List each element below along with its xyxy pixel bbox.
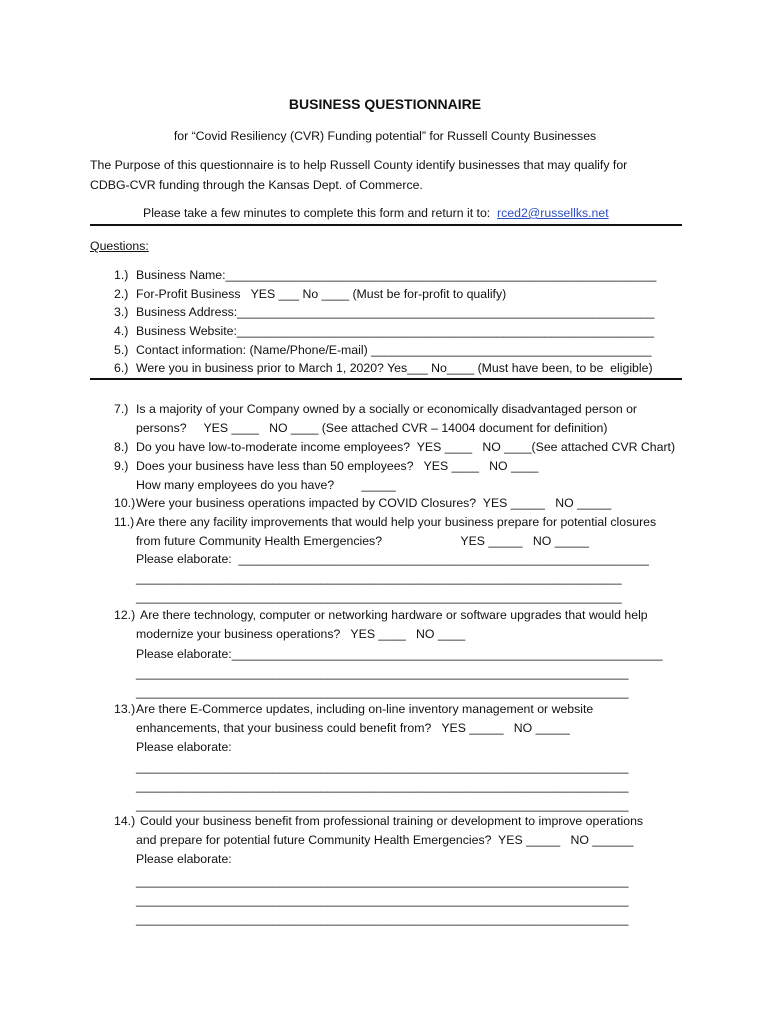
q2-for-profit-field[interactable]: For-Profit Business YES ___ No ____ (Must be for-profit to qualify) bbox=[136, 287, 507, 301]
q11-number: 11.) bbox=[114, 515, 135, 529]
q7-question-line1: Is a majority of your Company owned by a socially or economically disadvantaged person or bbox=[136, 402, 638, 416]
document-subtitle: for “Covid Resiliency (CVR) Funding potential” for Russell County Businesses bbox=[173, 129, 597, 143]
q3-number: 3.) bbox=[114, 305, 129, 319]
q3-business-address-field[interactable]: Business Address:_____________________________________________________________ bbox=[136, 305, 655, 319]
q14-blank-line[interactable]: ________________________________________________________________________ bbox=[136, 912, 629, 926]
q10-answer-line[interactable]: Were your business operations impacted by COVID Closures? YES _____ NO _____ bbox=[136, 496, 612, 510]
q12-number: 12.) bbox=[114, 608, 136, 622]
q8-number: 8.) bbox=[114, 440, 129, 454]
q9-number: 9.) bbox=[114, 459, 129, 473]
q11-question-line1: Are there any facility improvements that would help your business prepare for potential closures bbox=[136, 515, 657, 529]
q12-elaborate-field[interactable]: Please elaborate:_______________________________________________________________ bbox=[136, 647, 663, 661]
q13-number: 13.) bbox=[114, 702, 136, 716]
q9-answer-line[interactable]: Does your business have less than 50 employees? YES ____ NO ____ bbox=[136, 459, 539, 473]
q13-blank-line[interactable]: ________________________________________________________________________ bbox=[136, 798, 629, 812]
q11-elaborate-field[interactable]: Please elaborate: ____________________________________________________________ bbox=[136, 552, 649, 566]
q11-answer-line[interactable]: from future Community Health Emergencies? YES _____ NO _____ bbox=[136, 534, 589, 548]
q6-number: 6.) bbox=[114, 361, 129, 375]
return-text: Please take a few minutes to complete this form and return it to: bbox=[143, 206, 498, 220]
top-divider bbox=[90, 224, 682, 226]
q8-answer-line[interactable]: Do you have low-to-moderate income employees? YES ____ NO ____(See attached CVR Chart) bbox=[136, 440, 676, 454]
q12-answer-line[interactable]: modernize your business operations? YES ____ NO ____ bbox=[136, 627, 466, 641]
q11-blank-line[interactable]: _______________________________________________________________________ bbox=[136, 571, 622, 585]
q13-blank-line[interactable]: ________________________________________________________________________ bbox=[136, 760, 629, 774]
q4-number: 4.) bbox=[114, 324, 129, 338]
q10-number: 10.) bbox=[114, 496, 136, 510]
q7-number: 7.) bbox=[114, 402, 129, 416]
q11-blank-line[interactable]: _______________________________________________________________________ bbox=[136, 590, 622, 604]
return-instructions bbox=[143, 205, 609, 221]
q5-number: 5.) bbox=[114, 343, 129, 357]
q13-answer-line[interactable]: enhancements, that your business could benefit from? YES _____ NO _____ bbox=[136, 721, 570, 735]
purpose-line-1: The Purpose of this questionnaire is to help Russell County identify businesses that may qualify for bbox=[90, 158, 628, 172]
q14-question-line1: Could your business benefit from professional training or development to improve operations bbox=[140, 814, 644, 828]
q13-blank-line[interactable]: ________________________________________________________________________ bbox=[136, 779, 629, 793]
q9-employee-count-field[interactable]: How many employees do you have? _____ bbox=[136, 478, 396, 492]
document-title: BUSINESS QUESTIONNAIRE bbox=[288, 96, 482, 112]
q1-business-name-field[interactable]: Business Name:_______________________________________________________________ bbox=[136, 268, 657, 282]
purpose-line-2: CDBG-CVR funding through the Kansas Dept. of Commerce. bbox=[90, 178, 423, 192]
q12-question-line1: Are there technology, computer or networking hardware or software upgrades that would help bbox=[140, 608, 648, 622]
q7-answer-line[interactable]: persons? YES ____ NO ____ (See attached CVR – 14004 document for definition) bbox=[136, 421, 608, 435]
q14-number: 14.) bbox=[114, 814, 136, 828]
q14-elaborate-label: Please elaborate: bbox=[136, 852, 232, 866]
q1-number: 1.) bbox=[114, 268, 129, 282]
middle-divider bbox=[90, 378, 682, 380]
q14-blank-line[interactable]: ________________________________________________________________________ bbox=[136, 893, 629, 907]
q14-blank-line[interactable]: ________________________________________________________________________ bbox=[136, 874, 629, 888]
q6-prior-business-field[interactable]: Were you in business prior to March 1, 2020? Yes___ No____ (Must have been, to be eligible) bbox=[136, 361, 653, 375]
q4-business-website-field[interactable]: Business Website:_____________________________________________________________ bbox=[136, 324, 655, 338]
q14-answer-line[interactable]: and prepare for potential future Community Health Emergencies? YES _____ NO ______ bbox=[136, 833, 634, 847]
q12-blank-line[interactable]: ________________________________________________________________________ bbox=[136, 685, 629, 699]
questions-heading: Questions: bbox=[90, 239, 149, 253]
q2-number: 2.) bbox=[114, 287, 129, 301]
q13-elaborate-label: Please elaborate: bbox=[136, 740, 232, 754]
return-email-link[interactable]: rced2@russellks.net bbox=[497, 206, 609, 220]
q13-question-line1: Are there E-Commerce updates, including on-line inventory management or website bbox=[136, 702, 594, 716]
q5-contact-info-field[interactable]: Contact information: (Name/Phone/E-mail) _________________________________________ bbox=[136, 343, 652, 357]
q12-blank-line[interactable]: ________________________________________________________________________ bbox=[136, 666, 629, 680]
